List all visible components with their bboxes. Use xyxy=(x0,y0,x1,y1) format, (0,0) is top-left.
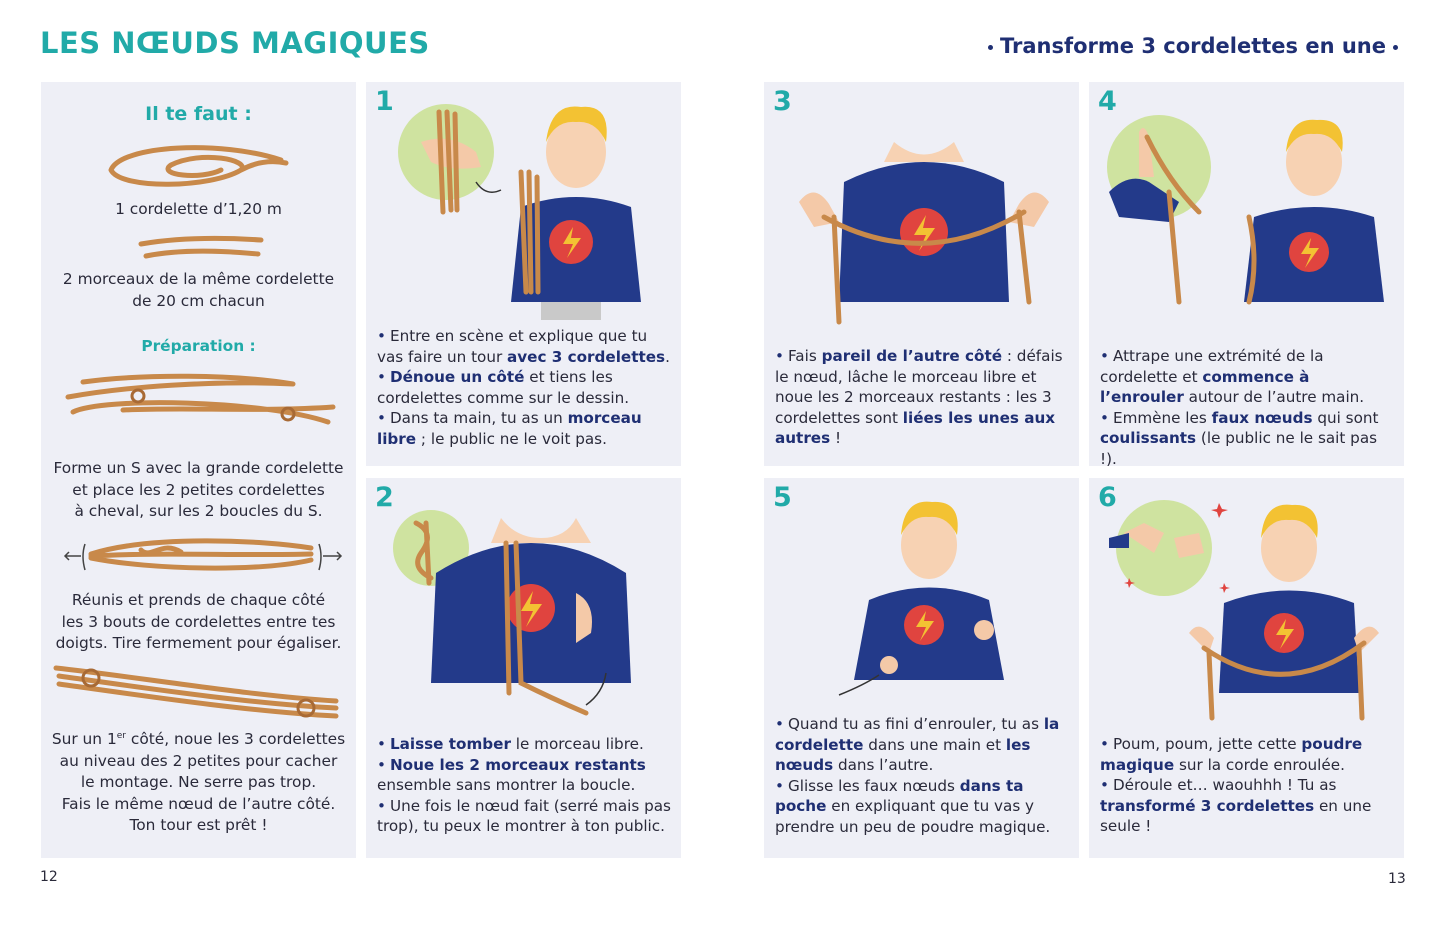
s-shape-cord-illustration xyxy=(63,372,338,432)
step-6-bullet-a xyxy=(1100,734,1396,775)
text-run-bold: Noue les 2 morceaux restants xyxy=(389,755,646,774)
page-subtitle xyxy=(981,34,1405,58)
text-run: Glisse les faux nœuds xyxy=(787,776,960,795)
prep-step-1 xyxy=(41,458,356,523)
text-run: ; le public ne le voit pas. xyxy=(416,429,607,448)
text-run-bold: faux nœuds xyxy=(1211,408,1313,427)
step-panel-3 xyxy=(764,82,1079,466)
step-panel-1 xyxy=(366,82,681,466)
text-run: et tiens les cordelettes comme sur le dessin. xyxy=(377,368,630,407)
material-item-2-line2: de 20 cm chacun xyxy=(132,291,265,310)
text-run-bold: les nœuds xyxy=(775,735,1031,775)
step-number: 4 xyxy=(1098,86,1117,117)
step-panel-5 xyxy=(764,478,1079,858)
text-run: (le public ne le sait pas !). xyxy=(1100,429,1378,468)
prep-step-2-line: les 3 bouts de cordelettes entre tes xyxy=(61,612,336,631)
page-number-left: 12 xyxy=(40,869,58,885)
text-run-bold: avec 3 cordelettes xyxy=(507,347,666,366)
prep-step-2 xyxy=(41,590,356,655)
text-run: Quand tu as fini d’enrouler, tu as xyxy=(787,715,1044,733)
text-run: autour de l’autre main. xyxy=(1183,388,1365,407)
prep-step-2-line: doigts. Tire fermement pour égaliser. xyxy=(55,634,342,652)
prep-step-3-sup: er xyxy=(116,731,126,741)
knotted-cords-illustration xyxy=(51,656,346,726)
step-6-illustration xyxy=(1104,493,1389,728)
text-run-bold: Laisse tomber xyxy=(389,735,511,753)
text-run: ! xyxy=(830,429,842,448)
long-cord-illustration xyxy=(101,140,291,195)
page-title: LES NŒUDS MAGIQUES xyxy=(40,26,430,60)
boy-figure xyxy=(1189,505,1379,693)
step-5-illustration xyxy=(814,490,1054,705)
step-panel-2 xyxy=(366,478,681,858)
page-number-right: 13 xyxy=(1388,871,1406,887)
step-2-text xyxy=(377,734,673,837)
preparation-heading: Préparation : xyxy=(141,337,256,355)
text-run: Poum, poum, jette cette xyxy=(1112,735,1302,753)
step-5-bullet-a xyxy=(775,714,1071,776)
boy-figure xyxy=(854,502,1004,680)
text-run: Attrape une extrémité de la cordelette et xyxy=(1100,347,1324,386)
step-1-bullet-a xyxy=(377,326,673,367)
step-4-illustration xyxy=(1099,102,1394,322)
material-item-1: 1 cordelette d’1,20 m xyxy=(115,200,282,218)
step-2-illustration xyxy=(391,493,661,723)
step-3-text xyxy=(775,346,1071,449)
materials-heading: Il te faut : xyxy=(145,103,252,125)
text-run: dans une main et xyxy=(863,735,1006,754)
prep-step-3-line: Ton tour est prêt ! xyxy=(129,816,268,835)
prep-step-3-text: côté, noue les 3 cordelettes xyxy=(126,730,346,749)
text-run-bold: morceau libre xyxy=(377,409,642,448)
subtitle-text: Transforme 3 cordelettes en une xyxy=(1000,34,1386,58)
text-run: dans l’autre. xyxy=(833,756,934,775)
step-6-bullet-b xyxy=(1100,775,1396,837)
step-panel-6 xyxy=(1089,478,1404,858)
step-number: 1 xyxy=(375,86,394,117)
text-run-bold: pareil de l’autre côté xyxy=(821,347,1003,365)
prep-step-3-line: le montage. Ne serre pas trop. xyxy=(80,773,317,792)
text-run: Une fois le nœud fait (serré mais pas trop), tu peux le montrer à ton public. xyxy=(377,796,671,836)
text-run-bold: la cordelette xyxy=(775,715,1060,754)
prep-step-3-line xyxy=(41,726,356,751)
short-cords-illustration xyxy=(136,232,266,262)
prep-step-1-line: à cheval, sur les 2 boucles du S. xyxy=(74,502,323,520)
step-panel-4 xyxy=(1089,82,1404,466)
text-run-bold: dans ta poche xyxy=(775,776,1024,816)
text-run-bold: poudre magique xyxy=(1100,735,1363,774)
material-item-2-line1: 2 morceaux de la même cordelette xyxy=(62,270,335,288)
boy-figure xyxy=(1244,120,1384,302)
text-run: sur la corde enroulée. xyxy=(1174,755,1345,774)
step-3-bullet-a xyxy=(775,346,1071,449)
step-1-text xyxy=(377,326,673,450)
step-1-bullet-c xyxy=(377,408,673,449)
text-run: ensemble sans montrer la boucle. xyxy=(377,776,636,795)
step-5-bullet-b xyxy=(775,776,1071,838)
step-2-bullet-a xyxy=(377,734,673,755)
step-4-text xyxy=(1100,346,1396,470)
text-run-bold: commence à l’enrouler xyxy=(1100,367,1310,407)
bullet-dot-icon xyxy=(988,45,993,50)
step-4-bullet-a xyxy=(1100,346,1396,408)
text-run: qui sont xyxy=(1312,408,1379,427)
prep-step-3-line: au niveau des 2 petites pour cacher xyxy=(59,751,338,770)
gathered-cords-illustration xyxy=(61,530,346,582)
step-6-text xyxy=(1100,734,1396,837)
step-4-bullet-b xyxy=(1100,408,1396,470)
step-1-illustration xyxy=(391,92,661,322)
text-run-bold: coulissants xyxy=(1100,429,1197,448)
prep-step-3 xyxy=(41,726,356,837)
text-run-bold: transformé 3 cordelettes xyxy=(1100,796,1315,815)
prep-step-2-line: Réunis et prends de chaque côté xyxy=(71,591,326,609)
step-number: 5 xyxy=(773,482,792,513)
text-run: en expliquant que tu vas y prendre un peu de poudre magique. xyxy=(775,797,1051,836)
text-run: Entre en scène et explique que tu vas faire un tour xyxy=(377,327,648,366)
step-1-bullet-b xyxy=(377,367,673,408)
bullet-dot-icon xyxy=(1393,45,1398,50)
step-2-bullet-b xyxy=(377,755,673,796)
prep-step-3-line: Fais le même nœud de l’autre côté. xyxy=(61,794,336,813)
prep-step-3-text: Sur un 1 xyxy=(51,730,117,749)
text-run: Emmène les xyxy=(1112,408,1212,427)
step-2-bullet-c xyxy=(377,796,673,837)
text-run: en une seule ! xyxy=(1100,796,1372,836)
text-run: Dans ta main, tu as un xyxy=(389,409,568,428)
text-run-bold: liées les unes aux autres xyxy=(775,408,1056,448)
prep-step-1-line: et place les 2 petites cordelettes xyxy=(72,480,325,499)
text-run: Déroule et… waouhhh ! Tu as xyxy=(1112,776,1337,795)
text-run: le morceau libre. xyxy=(510,735,644,753)
text-run: . xyxy=(665,347,670,366)
step-number: 2 xyxy=(375,482,394,513)
text-run: : défais le nœud, lâche le morceau libre et noue les 2 morceaux restants : les 3 cordelettes sont xyxy=(775,347,1063,427)
material-item-2 xyxy=(41,269,356,312)
text-run-bold: Dénoue un côté xyxy=(389,368,525,387)
step-number: 6 xyxy=(1098,482,1117,513)
materials-panel xyxy=(41,82,356,858)
step-5-text xyxy=(775,714,1071,838)
prep-step-1-line: Forme un S avec la grande cordelette xyxy=(53,459,344,477)
step-3-illustration xyxy=(784,132,1064,332)
step-number: 3 xyxy=(773,86,792,117)
text-run: Fais xyxy=(787,347,822,365)
